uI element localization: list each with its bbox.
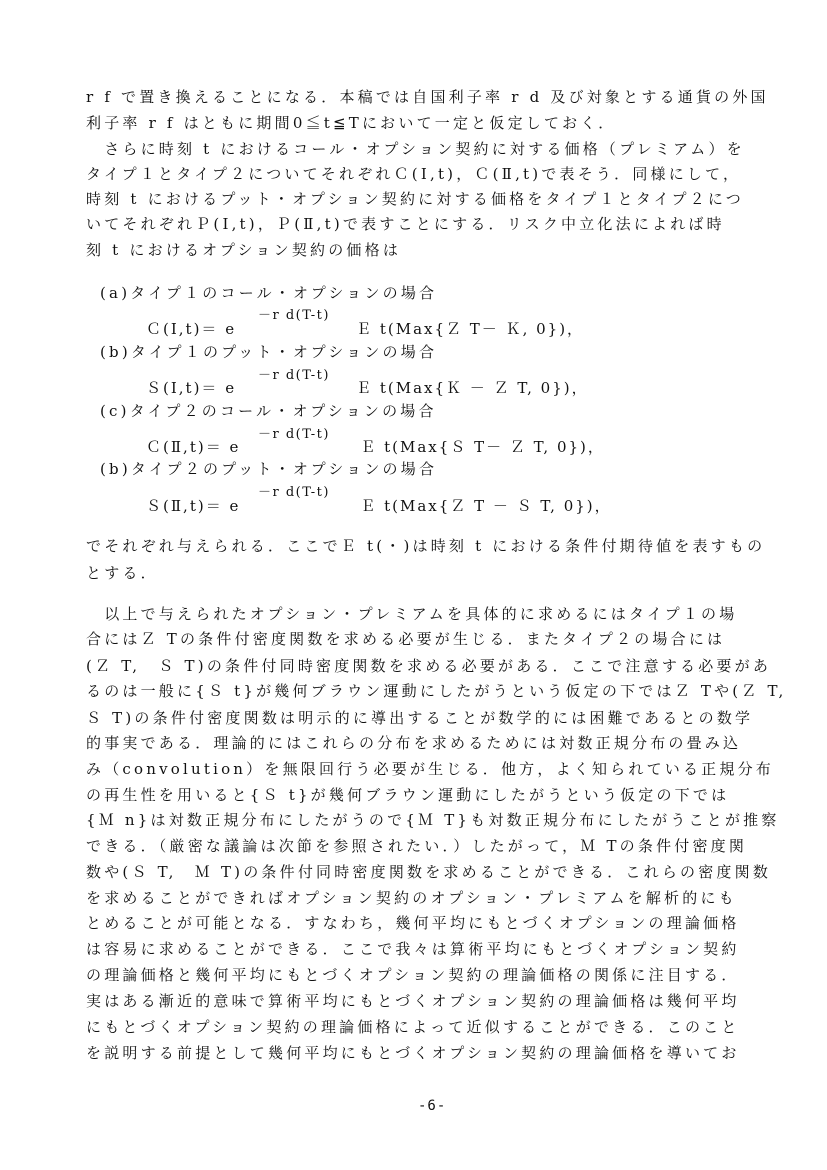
case-label-a: (a)タイプ１のコール・オプションの場合 (100, 284, 438, 302)
page-number: -6- (418, 1098, 447, 1114)
text-line: タイプ１とタイプ２についてそれぞれＣ(Ⅰ,t)，Ｃ(Ⅱ,t)で表そう．同様にして， (86, 165, 742, 183)
text-line: できる．（厳密な議論は次節を参照されたい．）したがって，Ｍ Tの条件付密度関 (86, 837, 748, 855)
text-line: 合にはＺ Tの条件付密度関数を求める必要が生じる．またタイプ２の場合には (86, 630, 726, 648)
formula-exponent: －r d(T-t) (258, 308, 330, 323)
formula-a (146, 319, 584, 339)
case-label-b: (b)タイプ１のプット・オプションの場合 (100, 343, 438, 361)
text-line: でそれぞれ与えられる．ここでＥ t(・)は時刻 t における条件付期待値を表すもの (86, 537, 766, 555)
formula-rhs: Ｅ t(Max{Ｚ T－ Ｋ, 0})， (356, 320, 585, 338)
formula-c (146, 437, 605, 457)
formula-exponent: －r d(T-t) (258, 485, 330, 500)
text-line: 数や(Ｓ T, Ｍ T)の条件付同時密度関数を求めることができる．これらの密度関数 (86, 863, 772, 881)
text-line: {Ｍ n}は対数正規分布にしたがうので{Ｍ T}も対数正規分布にしたがうことが推察 (86, 811, 780, 829)
formula-rhs: Ｅ t(Max{Ｋ － Ｚ T, 0})， (356, 379, 589, 397)
formula-d (146, 496, 612, 516)
text-line: の再生性を用いると{Ｓ t}が幾何ブラウン運動にしたがうという仮定の下では (86, 786, 730, 804)
text-line: Ｓ T)の条件付密度関数は明示的に導出することが数学的には困難であるとの数学 (86, 709, 754, 727)
formula-lhs: Ｃ(Ⅱ,t)＝ e (146, 438, 241, 456)
text-line: は容易に求めることができる．ここで我々は算術平均にもとづくオプション契約 (86, 940, 740, 958)
formula-lhs: Ｓ(Ⅰ,t)＝ e (146, 379, 237, 397)
text-line: (Ｚ T, Ｓ T)の条件付同時密度関数を求める必要がある．ここで注意する必要があ (86, 657, 772, 675)
formula-lhs: Ｃ(Ⅰ,t)＝ e (146, 320, 237, 338)
text-line: いてそれぞれＰ(Ⅰ,t)，Ｐ(Ⅱ,t)で表すことにする．リスク中立化法によれば時 (86, 215, 725, 233)
case-label-c: (c)タイプ２のコール・オプションの場合 (100, 402, 437, 420)
text-line: 的事実である．理論的にはこれらの分布を求めるためには対数正規分布の畳み込 (86, 734, 742, 752)
text-line: の理論価格と幾何平均にもとづくオプション契約の理論価格の関係に注目する． (86, 966, 740, 984)
case-label-d: (b)タイプ２のプット・オプションの場合 (100, 460, 438, 478)
formula-exponent: －r d(T-t) (258, 368, 330, 383)
text-line: 刻 t におけるオプション契約の価格は (86, 241, 402, 259)
formula-b (146, 378, 589, 398)
text-line: を説明する前提として幾何平均にもとづくオプション契約の理論価格を導いてお (86, 1044, 740, 1062)
text-line: るのは一般に{Ｓ t}が幾何ブラウン運動にしたがうという仮定の下ではＺ Tや(Ｚ T, (86, 682, 787, 700)
text-line: とする． (86, 564, 159, 582)
formula-rhs: Ｅ t(Max{Ｚ T － Ｓ T, 0})， (360, 497, 612, 515)
text-line: 実はある漸近的意味で算術平均にもとづくオプション契約の理論価格は幾何平均 (86, 992, 740, 1010)
formula-exponent: －r d(T-t) (258, 427, 330, 442)
formula-rhs: Ｅ t(Max{Ｓ T－ Ｚ T, 0})， (360, 438, 605, 456)
text-line: 時刻 t におけるプット・オプション契約に対する価格をタイプ１とタイプ２につ (86, 190, 744, 208)
text-line: r f で置き換えることになる．本稿では自国利子率 r d 及び対象とする通貨の外国 (86, 88, 769, 106)
formula-lhs: Ｓ(Ⅱ,t)＝ e (146, 497, 241, 515)
text-line: を求めることができればオプション契約のオプション・プレミアムを解析的にも (86, 889, 737, 907)
text-line: 以上で与えられたオプション・プレミアムを具体的に求めるにはタイプ１の場 (86, 605, 738, 623)
text-line: み（convolution）を無限回行う必要が生じる．他方，よく知られている正規分布 (86, 760, 774, 778)
text-line: さらに時刻 t におけるコール・オプション契約に対する価格（プレミアム）を (86, 140, 745, 158)
text-line: にもとづくオプション契約の理論価格によって近似することができる．このこと (86, 1018, 740, 1036)
text-line: 利子率 r f はともに期間0≦t≦Tにおいて一定と仮定しておく． (86, 114, 617, 132)
text-line: とめることが可能となる．すなわち，幾何平均にもとづくオプションの理論価格 (86, 914, 740, 932)
